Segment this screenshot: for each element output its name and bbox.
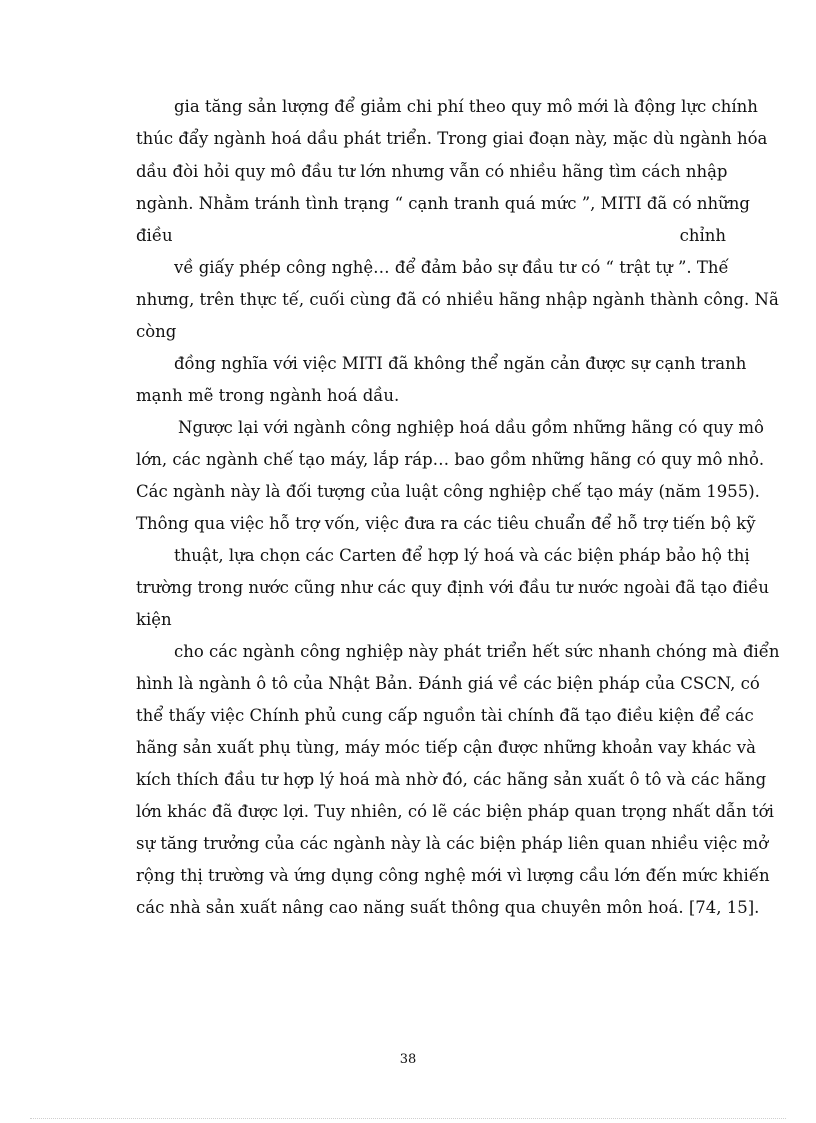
text-line: cho các ngành công nghiệp này phát triển hết sức nhanh chóng mà điển bbox=[174, 642, 780, 661]
text-line: kiện bbox=[136, 610, 172, 629]
text-line: hãng sản xuất phụ tùng, máy móc tiếp cận được những khoản vay khác và bbox=[136, 738, 756, 757]
page-number: 38 bbox=[399, 1052, 417, 1067]
text-line: Các ngành này là đối tượng của luật công nghiệp chế tạo máy (năm 1955). bbox=[136, 482, 760, 501]
text-line: dầu đòi hỏi quy mô đầu tư lớn nhưng vẫn có nhiều hãng tìm cách nhập bbox=[136, 162, 728, 181]
text-line: lớn, các ngành chế tạo máy, lắp ráp… bao gồm những hãng có quy mô nhỏ. bbox=[136, 450, 765, 469]
text-line: đồng nghĩa với việc MITI đã không thể ngăn cản được sự cạnh tranh bbox=[174, 354, 747, 373]
text-line: ngành. Nhằm tránh tình trạng “ cạnh tranh quá mức ”, MITI đã có những bbox=[136, 194, 750, 213]
page-bottom-border bbox=[30, 1118, 786, 1119]
text-line: còng bbox=[136, 322, 177, 341]
text-line: rộng thị trường và ứng dụng công nghệ mới vì lượng cầu lớn đến mức khiến bbox=[136, 866, 770, 885]
text-line: nhưng, trên thực tế, cuối cùng đã có nhiều hãng nhập ngành thành công. Nã bbox=[136, 290, 779, 309]
text-line: trường trong nước cũng như các quy định với đầu tư nước ngoài đã tạo điều bbox=[136, 578, 770, 597]
text-line: lớn khác đã được lợi. Tuy nhiên, có lẽ các biện pháp quan trọng nhất dẫn tới bbox=[136, 802, 774, 821]
text-line: các nhà sản xuất nâng cao năng suất thông qua chuyên môn hoá. [74, 15]. bbox=[136, 898, 760, 917]
text-line: Thông qua việc hỗ trợ vốn, việc đưa ra các tiêu chuẩn để hỗ trợ tiến bộ kỹ bbox=[136, 514, 756, 533]
text-line: Ngược lại với ngành công nghiệp hoá dầu gồm những hãng có quy mô bbox=[178, 418, 764, 437]
text-line: mạnh mẽ trong ngành hoá dầu. bbox=[136, 386, 400, 405]
text-line: thúc đẩy ngành hoá dầu phát triển. Trong giai đoạn này, mặc dù ngành hóa bbox=[136, 129, 768, 148]
text-line: thuật, lựa chọn các Carten để hợp lý hoá và các biện pháp bảo hộ thị bbox=[174, 546, 750, 565]
text-line: về giấy phép công nghệ… để đảm bảo sự đầu tư có “ trật tự ”. Thế bbox=[174, 258, 729, 277]
text-line: thể thấy việc Chính phủ cung cấp nguồn tài chính đã tạo điều kiện để các bbox=[136, 706, 754, 725]
text-line: hình là ngành ô tô của Nhật Bản. Đánh giá về các biện pháp của CSCN, có bbox=[136, 674, 760, 693]
text-line: kích thích đầu tư hợp lý hoá mà nhờ đó, các hãng sản xuất ô tô và các hãng bbox=[136, 770, 767, 789]
text-line: gia tăng sản lượng để giảm chi phí theo quy mô mới là động lực chính bbox=[174, 97, 758, 116]
text-line: điều chỉnh bbox=[136, 226, 726, 245]
text-line: sự tăng trưởng của các ngành này là các biện pháp liên quan nhiều việc mở bbox=[136, 834, 769, 853]
